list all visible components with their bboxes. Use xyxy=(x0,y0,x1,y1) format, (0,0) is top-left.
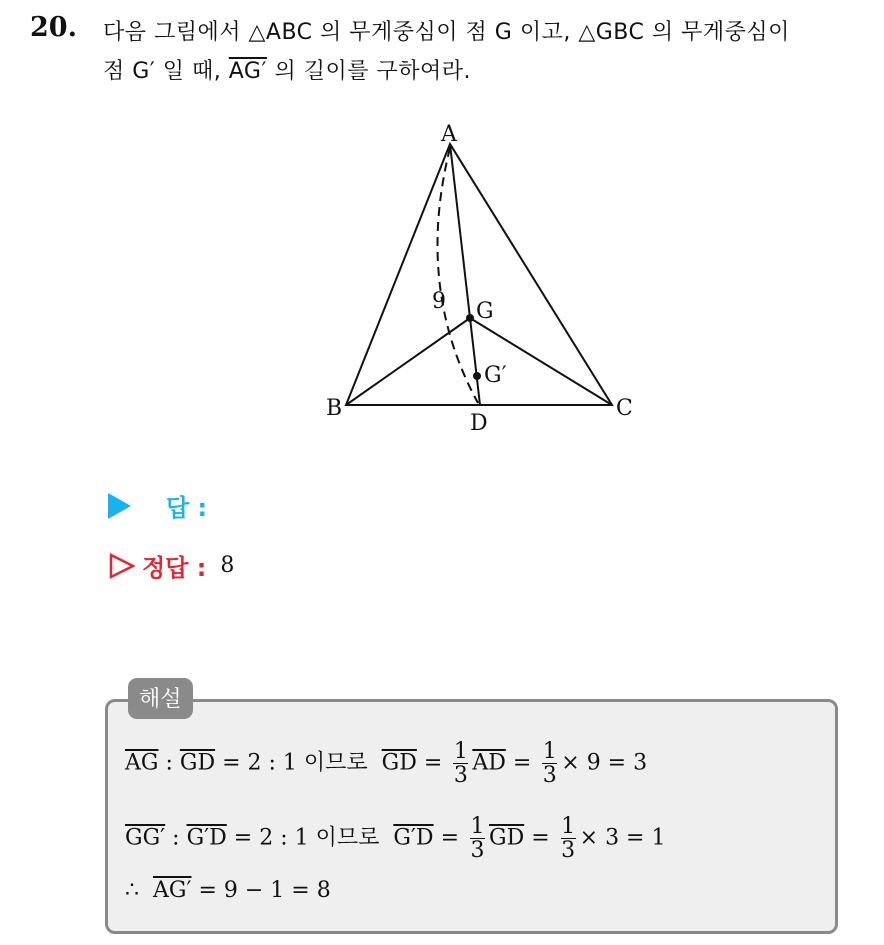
math-text: = xyxy=(505,750,539,776)
fraction xyxy=(542,740,557,787)
solution-line-3 xyxy=(125,878,331,903)
math-text: = xyxy=(416,750,450,776)
answer-label: 답 : xyxy=(166,494,208,522)
correct-answer-value: 8 xyxy=(220,553,235,578)
denominator: 3 xyxy=(561,838,576,864)
solution-line-1 xyxy=(125,740,647,787)
korean-text: 이므로 xyxy=(303,750,368,776)
segment: $\overline{GD}$ xyxy=(489,825,525,851)
triangle-figure xyxy=(310,108,650,438)
length-label: 9 xyxy=(432,289,446,314)
segment: AG′ xyxy=(153,878,192,903)
segment: $\overline{AG}$ xyxy=(125,750,159,776)
length-arc xyxy=(438,148,479,403)
numerator: 1 xyxy=(561,814,576,839)
correct-answer-row xyxy=(108,548,234,583)
denominator: 3 xyxy=(542,763,557,789)
math-text: : xyxy=(158,750,180,776)
point-g-prime xyxy=(473,372,481,380)
math-text: = xyxy=(433,825,466,851)
therefore-symbol: ∴ xyxy=(125,878,139,903)
question-number: 20. xyxy=(30,12,77,43)
numerator: 1 xyxy=(470,814,485,839)
line-gc xyxy=(470,318,612,405)
question-text: 다음 그림에서 xyxy=(103,20,249,45)
play-icon xyxy=(108,493,131,519)
label-a: A xyxy=(441,122,457,147)
correct-answer-label: 정답 : xyxy=(142,554,207,582)
denominator: 3 xyxy=(453,763,468,789)
play-outline-icon xyxy=(108,552,136,580)
question-line-2 xyxy=(103,54,471,85)
math-text: × 9 = 3 xyxy=(561,750,648,776)
fraction xyxy=(453,740,468,787)
label-b: B xyxy=(326,396,343,421)
question-text: 의 무게중심이 점 G 이고, xyxy=(312,20,579,45)
numerator: 1 xyxy=(453,739,468,764)
segment: GG′ xyxy=(125,825,166,851)
fraction xyxy=(561,815,576,862)
fraction xyxy=(470,815,485,862)
label-c: C xyxy=(616,396,633,421)
label-g-prime: G′ xyxy=(484,363,507,388)
segment: G′D xyxy=(393,825,434,851)
question-text: 의 무게중심이 xyxy=(644,20,790,45)
label-d: D xyxy=(470,411,488,436)
line-gb xyxy=(346,318,470,405)
segment: $\overline{GD}$ xyxy=(179,750,216,776)
segment: G′D xyxy=(186,825,227,851)
triangle-abc xyxy=(346,144,612,405)
numerator: 1 xyxy=(542,739,557,764)
math-text: : xyxy=(165,825,187,851)
segment: $\overline{AD}$ xyxy=(472,750,506,776)
question-text: 의 길이를 구하여라. xyxy=(266,59,471,84)
triangle-gbc-symbol: △GBC xyxy=(578,20,645,45)
korean-text: 이므로 xyxy=(315,825,380,851)
point-g xyxy=(466,314,474,322)
segment: $\overline{GD}$ xyxy=(381,750,417,776)
math-text: = 9 − 1 = 8 xyxy=(191,878,331,903)
denominator: 3 xyxy=(470,838,485,864)
question-text: 점 G′ 일 때, xyxy=(103,59,229,84)
solution-line-2 xyxy=(125,815,665,862)
question-line-1 xyxy=(103,15,790,46)
solution-tag: 해설 xyxy=(128,678,193,719)
triangle-abc-symbol: △ABC xyxy=(248,20,313,45)
math-text: = 2 : 1 xyxy=(215,750,304,776)
math-text: × 3 = 1 xyxy=(579,825,666,851)
label-g: G xyxy=(476,299,494,324)
segment-ag-prime: AG′ xyxy=(228,59,267,84)
median-gd xyxy=(470,318,480,405)
math-text: = xyxy=(524,825,557,851)
math-text: = 2 : 1 xyxy=(226,825,316,851)
answer-row xyxy=(108,488,207,523)
